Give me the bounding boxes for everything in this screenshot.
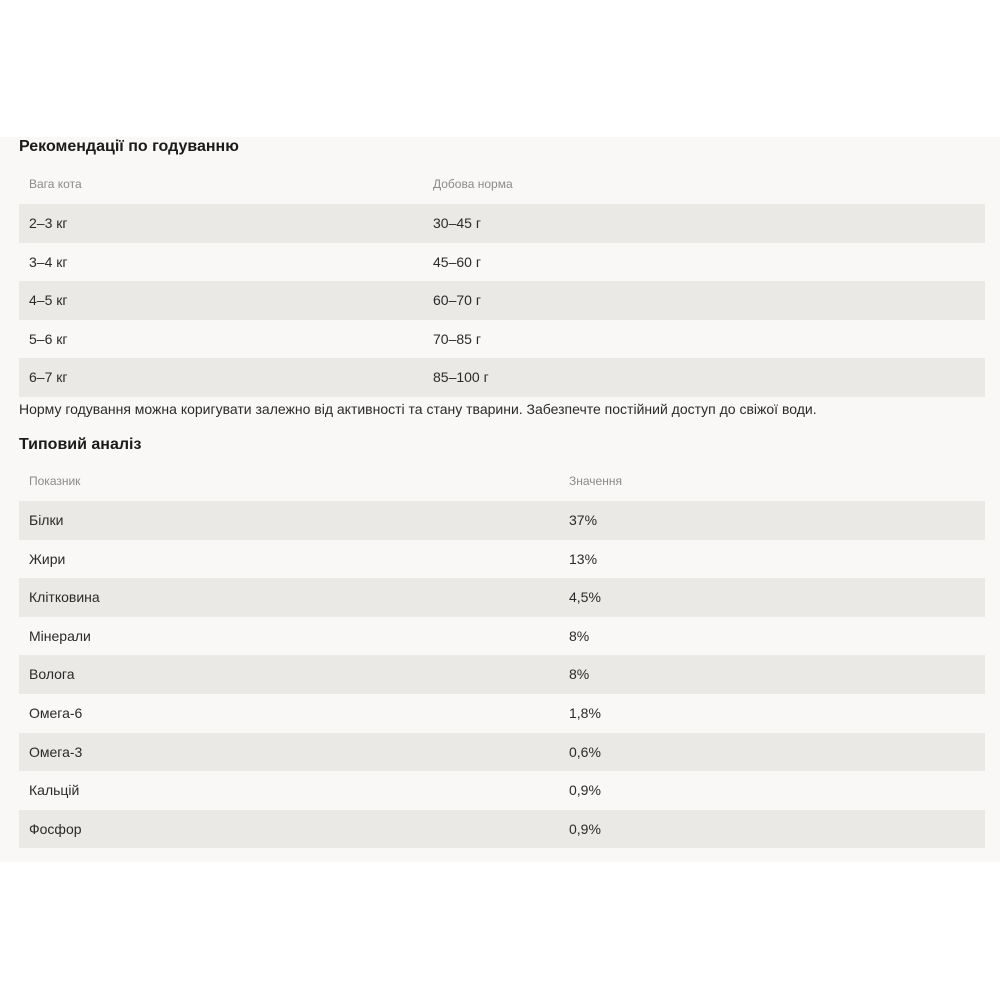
analysis-value-cell: 0,6% [569,743,601,760]
analysis-value-cell: 37% [569,512,598,528]
feeding-title: Рекомендації по годуванню [19,138,239,155]
feeding-weight-cell: 2–3 кг [29,215,68,231]
feeding-header-daily: Добова норма [433,177,513,191]
table-row [19,281,985,320]
analysis-indicator-cell: Мінерали [29,627,91,644]
feeding-amount-cell: 60–70 г [433,292,481,309]
feeding-weight-cell: 6–7 кг [29,369,68,386]
table-row [19,501,985,540]
analysis-indicator-cell: Фосфор [29,820,82,837]
analysis-table [19,462,985,848]
feeding-amount-cell: 45–60 г [433,253,481,270]
feeding-weight-cell: 5–6 кг [29,330,68,347]
table-row [19,578,985,617]
feeding-amount-cell: 85–100 г [433,369,489,386]
analysis-value-cell: 13% [569,550,598,567]
analysis-indicator-cell: Омега-3 [29,743,83,760]
feeding-amount-cell: 30–45 г [433,215,481,231]
analysis-value-cell: 4,5% [569,589,601,606]
analysis-title: Типовий аналіз [19,436,142,453]
table-row [19,810,985,849]
analysis-indicator-cell: Омега-6 [29,704,83,721]
feeding-amount-cell: 70–85 г [433,330,481,347]
analysis-indicator-cell: Клітковина [29,589,100,606]
feeding-weight-cell: 3–4 кг [29,253,68,270]
analysis-value-cell: 8% [569,666,590,683]
analysis-value-cell: 1,8% [569,704,601,721]
analysis-value-cell: 0,9% [569,782,601,799]
analysis-header-indicator: Показник [29,474,81,488]
feeding-table-header [19,165,985,204]
feeding-note: Норму годування можна коригувати залежно від активності та стану тварини. Забезпечте постійний доступ до свіжої води. [19,401,817,417]
analysis-value-cell: 8% [569,627,590,644]
table-row [19,540,985,579]
table-row [19,320,985,359]
table-row [19,771,985,810]
analysis-indicator-cell: Волога [29,666,75,683]
table-row [19,694,985,733]
table-row [19,617,985,656]
analysis-indicator-cell: Білки [29,512,64,528]
feeding-table [19,165,985,397]
table-row [19,204,985,243]
analysis-indicator-cell: Жири [29,550,66,567]
feeding-header-weight: Вага кота [29,177,82,191]
analysis-header-value: Значення [569,474,622,488]
table-row [19,655,985,694]
table-row [19,243,985,282]
table-row [19,733,985,772]
feeding-weight-cell: 4–5 кг [29,292,68,309]
analysis-indicator-cell: Кальцій [29,782,80,799]
analysis-value-cell: 0,9% [569,820,601,837]
analysis-table-header [19,462,985,501]
table-row [19,358,985,397]
